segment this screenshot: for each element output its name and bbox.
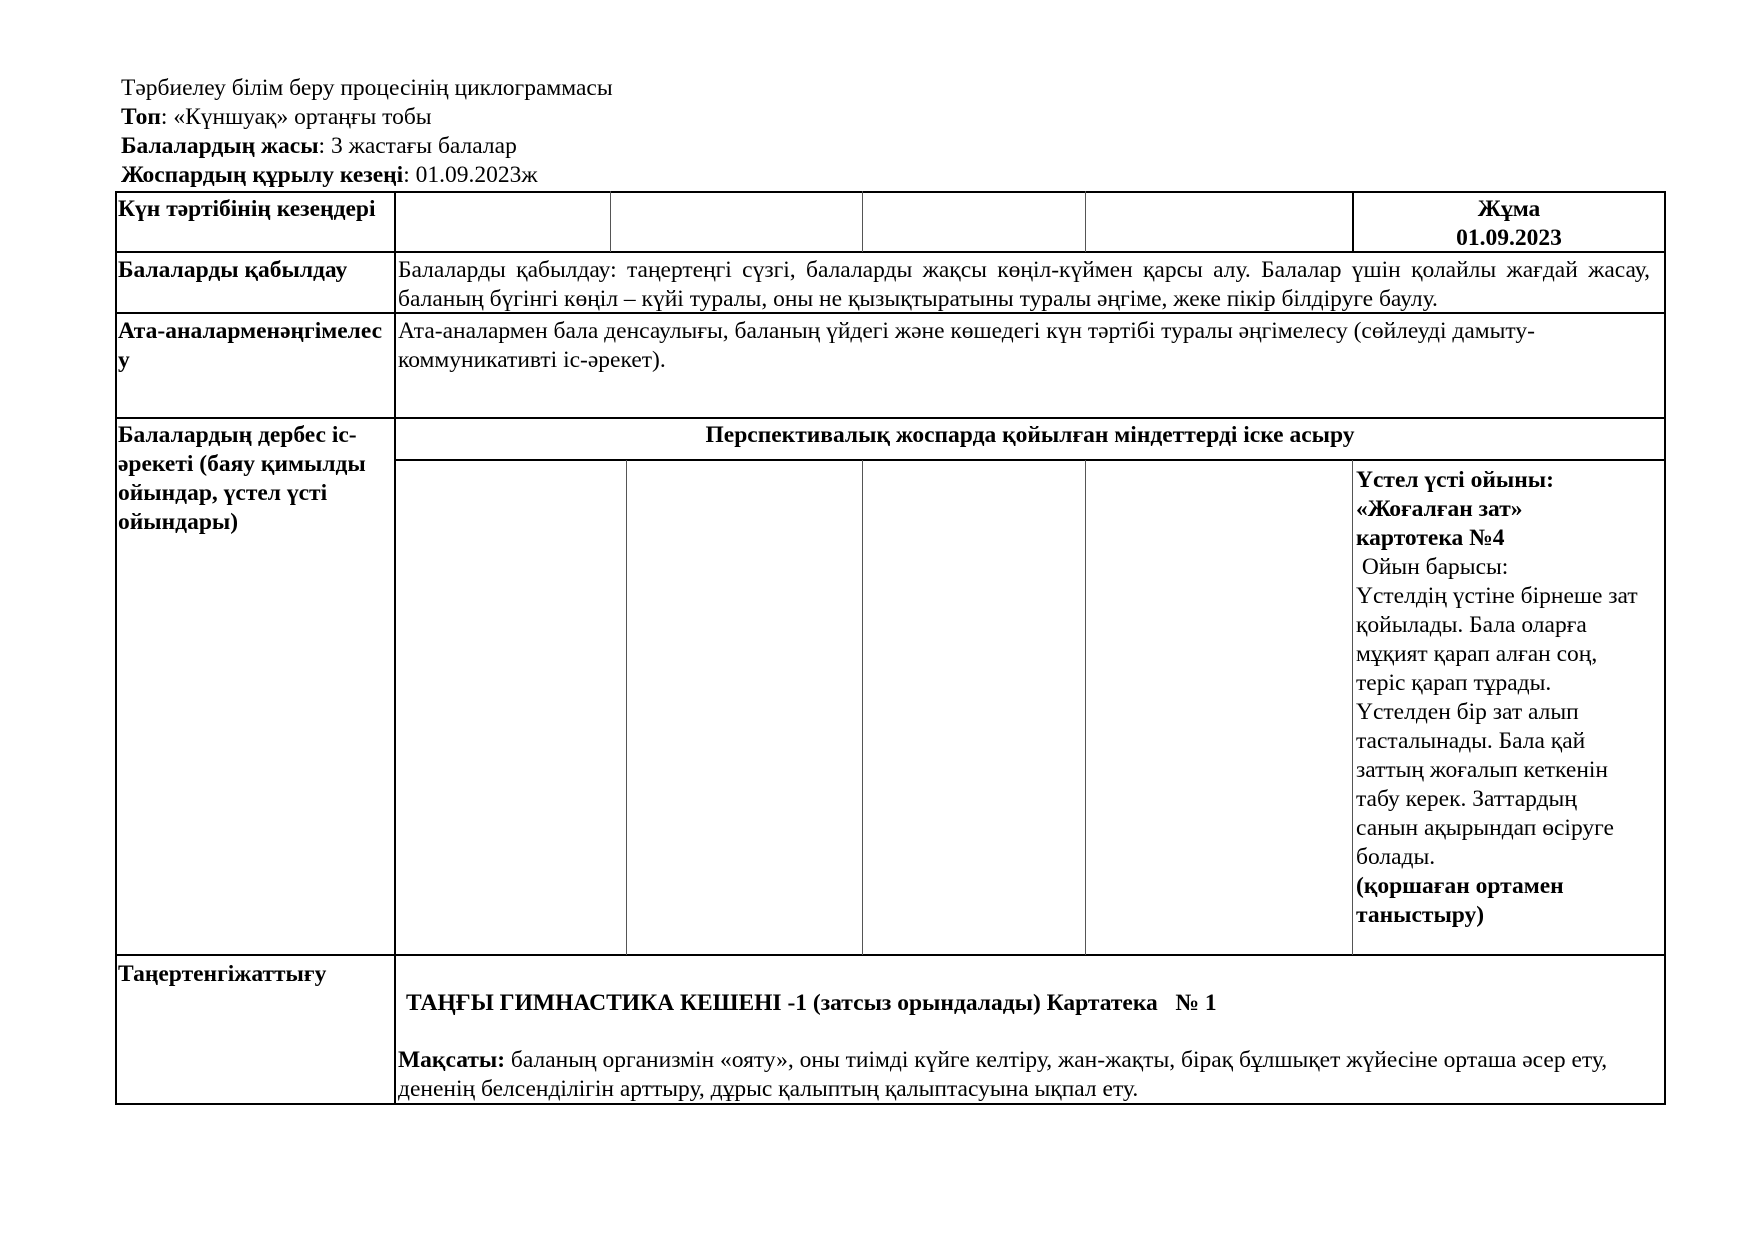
- friday-header-cell: [1356, 195, 1662, 253]
- document-title: Тәрбиелеу білім беру процесінің циклограммасы: [121, 75, 613, 101]
- day-col-separator: [626, 460, 627, 955]
- day-col-separator: [862, 191, 863, 252]
- day-col-separator: [1352, 191, 1354, 252]
- friday-date: 01.09.2023: [1456, 225, 1562, 251]
- group-value: : «Күншуақ» ортаңғы тобы: [160, 104, 432, 130]
- day-col-separator: [862, 460, 863, 955]
- age-value: : 3 жастағы балалар: [318, 133, 517, 159]
- table-col-separator: [394, 191, 396, 1105]
- group-label: Топ: [121, 104, 161, 130]
- reception-text: Балаларды қабылдау: таңертеңгі сүзгі, балаларды жақсы көңіл-күймен қарсы алу. Балалар үшін қолайлы жағдай жасау, баланың бүгінгі көңіл – күйі туралы, оны не қызықтыратыны туралы әңгіме, жеке пікір білдіруге баулу.: [398, 257, 1650, 312]
- age-label: Балалардың жасы: [121, 133, 319, 159]
- exercise-goal: [398, 1046, 1660, 1104]
- friday-activity-title-3: картотека №4: [1356, 525, 1505, 551]
- stages-header-cell: Күн тәртібінің кезеңдері: [118, 196, 376, 222]
- activity-banner: Перспективалық жоспарда қойылған міндеттерді іске асыру: [705, 422, 1355, 448]
- exercise-title: ТАҢҒЫ ГИМНАСТИКА КЕШЕНІ -1 (затсыз орындалады) Картатека № 1: [406, 990, 1217, 1016]
- table-border-right: [1664, 191, 1666, 1105]
- friday-activity-text: Үстелдің үстіне бірнеше зат қойылады. Бала оларға мұқият қарап алған соң, теріс қарап тұрады. Үстелден бір зат алып тасталынады. Бала қай заттың жоғалып кеткенін табу керек. Заттардың санын ақырындап өсіруге болады.: [1356, 583, 1638, 870]
- parents-label: Ата-аналарменәңгімелесу: [118, 318, 383, 373]
- friday-activity-area: (қоршаған ортамен таныстыру): [1356, 873, 1564, 928]
- day-col-separator: [1085, 191, 1086, 252]
- friday-activity-title-1: Үстел үсті ойыны:: [1356, 467, 1554, 493]
- friday-activity-cell: [1356, 466, 1662, 930]
- row-separator: [394, 459, 1666, 461]
- activity-label: Балалардың дербес іс-әрекеті (баяу қимылды ойындар, үстел үсті ойындары): [118, 422, 366, 535]
- period-line: [121, 161, 613, 190]
- age-line: [121, 132, 613, 161]
- table-border-top: [115, 191, 1666, 193]
- document-header: [121, 74, 613, 190]
- parents-text: Ата-аналармен бала денсаулығы, баланың үйдегі және көшедегі күн тәртібі туралы әңгімелесу (сөйлеуді дамыту- коммуникативті іс-әрекет).: [398, 318, 1535, 373]
- friday-activity-sub: Ойын барысы:: [1356, 554, 1509, 580]
- day-col-separator: [1352, 460, 1353, 955]
- friday-activity-title-2: «Жоғалған зат»: [1356, 496, 1523, 522]
- day-col-separator: [1085, 460, 1086, 955]
- row-separator: [115, 417, 1666, 419]
- period-value: : 01.09.2023ж: [403, 162, 538, 188]
- friday-day: Жұма: [1477, 196, 1541, 222]
- exercise-goal-label: Мақсаты:: [398, 1047, 506, 1073]
- row-separator: [115, 954, 1666, 956]
- group-line: [121, 103, 613, 132]
- period-label: Жоспардың құрылу кезеңі: [121, 162, 404, 188]
- reception-label: Балаларды қабылдау: [118, 257, 348, 283]
- exercise-goal-text: баланың организмін «ояту», оны тиімді күйге келтіру, жан-жақты, бірақ бұлшықет жүйесіне орташа әсер ету, дененің белсенділігін арттыру, дұрыс қалыптың қалыптасуына ықпал ету.: [398, 1047, 1608, 1102]
- day-col-separator: [610, 191, 611, 252]
- table-border-left: [115, 191, 117, 1105]
- exercise-label: Таңертенгіжаттығу: [118, 961, 327, 987]
